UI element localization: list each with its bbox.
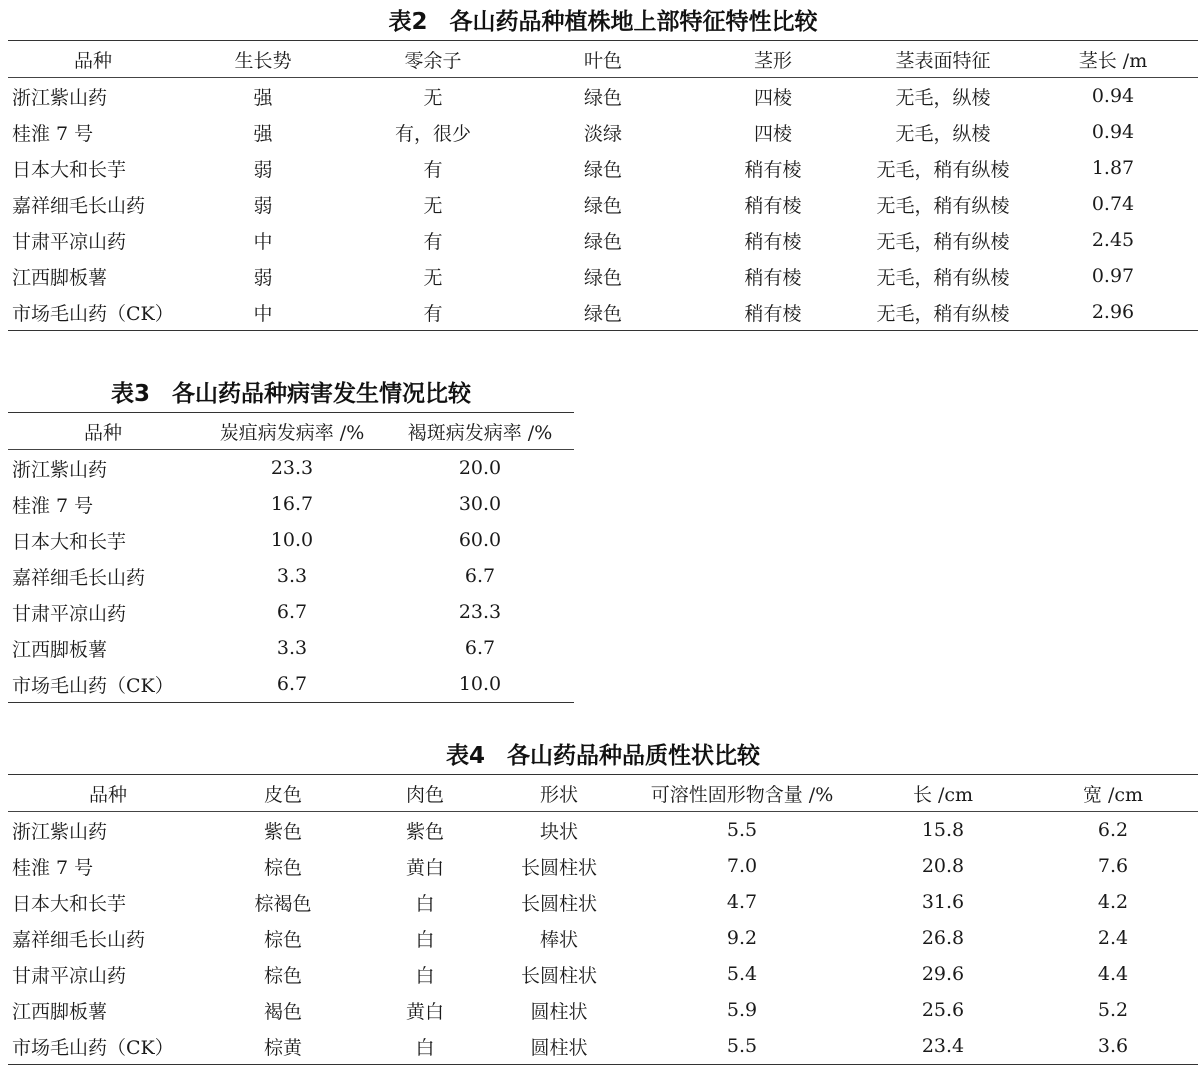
cell-variety: 市场毛山药（CK） [12, 674, 174, 697]
table-3 [8, 412, 574, 703]
cell-variety: 浙江紫山药 [12, 86, 108, 109]
table-4-header-row [8, 775, 1198, 812]
column-header: 茎形 [753, 49, 792, 72]
cell: 7.6 [1097, 855, 1129, 877]
cell-variety: 市场毛山药（CK） [12, 302, 174, 325]
table-2-title: 各山药品种植株地上部特征特性比较 [449, 9, 818, 35]
cell: 弱 [253, 158, 273, 181]
cell: 褐色 [263, 1000, 302, 1023]
cell: 有 [423, 230, 443, 253]
cell: 25.6 [921, 999, 965, 1021]
table-row [8, 884, 1198, 920]
table-3-title: 各山药品种病害发生情况比较 [172, 381, 471, 407]
cell-variety: 甘肃平凉山药 [12, 602, 127, 625]
column-header: 长 /cm [912, 783, 974, 806]
table-row [8, 186, 1198, 222]
cell: 5.5 [726, 1035, 758, 1057]
column-header: 宽 /cm [1082, 783, 1144, 806]
cell: 绿色 [583, 230, 622, 253]
cell-variety: 日本大和长芋 [12, 892, 127, 915]
cell: 棕色 [263, 928, 302, 951]
cell: 0.74 [1091, 193, 1135, 215]
table-row [8, 594, 574, 630]
cell: 强 [253, 86, 273, 109]
table-row [8, 114, 1198, 150]
cell: 6.2 [1097, 819, 1129, 841]
cell: 紫色 [405, 820, 444, 843]
cell: 23.3 [458, 601, 502, 623]
cell: 强 [253, 122, 273, 145]
column-header: 茎长 /m [1078, 49, 1148, 72]
cell: 6.7 [276, 601, 308, 623]
cell: 长圆柱状 [520, 964, 597, 987]
table-2 [8, 40, 1198, 331]
cell: 无毛，稍有纵棱 [876, 266, 1010, 289]
table-row [8, 222, 1198, 258]
cell: 23.4 [921, 1035, 965, 1057]
cell: 6.7 [464, 637, 496, 659]
cell: 5.5 [726, 819, 758, 841]
table-4-title: 各山药品种品质性状比较 [507, 743, 760, 769]
column-header: 叶色 [583, 49, 622, 72]
cell: 3.3 [276, 565, 308, 587]
table-row [8, 522, 574, 558]
table-row [8, 812, 1198, 849]
cell-variety: 浙江紫山药 [12, 458, 108, 481]
column-header: 品种 [88, 783, 127, 806]
cell: 淡绿 [583, 122, 622, 145]
cell-variety: 桂淮 7 号 [12, 494, 94, 517]
cell-variety: 江西脚板薯 [12, 1000, 108, 1023]
cell: 无毛，纵棱 [895, 122, 991, 145]
cell: 5.9 [726, 999, 758, 1021]
cell-variety: 甘肃平凉山药 [12, 230, 127, 253]
cell: 无 [423, 266, 443, 289]
cell: 绿色 [583, 86, 622, 109]
cell: 弱 [253, 194, 273, 217]
cell: 白 [415, 892, 435, 915]
cell: 无毛，纵棱 [895, 86, 991, 109]
cell: 长圆柱状 [520, 892, 597, 915]
cell: 绿色 [583, 266, 622, 289]
cell: 无 [423, 194, 443, 217]
cell: 稍有棱 [744, 302, 802, 325]
cell: 2.4 [1097, 927, 1129, 949]
cell: 无毛，稍有纵棱 [876, 158, 1010, 181]
cell: 2.96 [1091, 301, 1135, 323]
cell: 绿色 [583, 194, 622, 217]
cell: 29.6 [921, 963, 965, 985]
cell: 60.0 [458, 529, 502, 551]
cell: 白 [415, 928, 435, 951]
cell: 23.3 [270, 457, 314, 479]
column-header: 生长势 [234, 49, 292, 72]
table-4-number: 表4 [445, 743, 485, 769]
table-2-block [8, 6, 1198, 331]
cell: 中 [253, 230, 273, 253]
column-header: 零余子 [404, 49, 462, 72]
table-row [8, 450, 574, 487]
cell: 4.7 [726, 891, 758, 913]
cell: 15.8 [921, 819, 965, 841]
column-header: 皮色 [263, 783, 302, 806]
cell: 3.6 [1097, 1035, 1129, 1057]
table-row [8, 294, 1198, 331]
cell: 白 [415, 1036, 435, 1059]
cell: 棕黄 [263, 1036, 302, 1059]
cell-variety: 日本大和长芋 [12, 530, 127, 553]
cell: 紫色 [263, 820, 302, 843]
cell-variety: 甘肃平凉山药 [12, 964, 127, 987]
table-4 [8, 774, 1198, 1065]
column-header: 品种 [73, 49, 112, 72]
cell: 9.2 [726, 927, 758, 949]
column-header: 茎表面特征 [895, 49, 991, 72]
cell: 6.7 [464, 565, 496, 587]
cell: 棕褐色 [254, 892, 312, 915]
table-row [8, 78, 1198, 115]
cell: 圆柱状 [530, 1000, 588, 1023]
cell-variety: 嘉祥细毛长山药 [12, 566, 146, 589]
cell: 4.2 [1097, 891, 1129, 913]
column-header: 肉色 [405, 783, 444, 806]
cell-variety: 江西脚板薯 [12, 266, 108, 289]
cell: 四棱 [753, 122, 792, 145]
cell: 无毛，稍有纵棱 [876, 194, 1010, 217]
cell: 绿色 [583, 158, 622, 181]
cell-variety: 嘉祥细毛长山药 [12, 194, 146, 217]
cell: 稍有棱 [744, 230, 802, 253]
cell: 无毛，稍有纵棱 [876, 230, 1010, 253]
cell: 5.2 [1097, 999, 1129, 1021]
table-row [8, 956, 1198, 992]
table-row [8, 848, 1198, 884]
cell: 0.97 [1091, 265, 1135, 287]
table-row [8, 920, 1198, 956]
cell: 31.6 [921, 891, 965, 913]
cell: 有，很少 [394, 122, 471, 145]
cell: 稍有棱 [744, 158, 802, 181]
cell: 4.4 [1097, 963, 1129, 985]
cell: 黄白 [405, 1000, 444, 1023]
cell: 中 [253, 302, 273, 325]
table-row [8, 150, 1198, 186]
cell-variety: 桂淮 7 号 [12, 856, 94, 879]
cell: 30.0 [458, 493, 502, 515]
cell: 黄白 [405, 856, 444, 879]
table-4-caption [8, 740, 1198, 774]
column-header: 可溶性固形物含量 /% [650, 783, 834, 806]
table-row [8, 666, 574, 703]
column-header: 褐斑病发病率 /% [407, 421, 553, 444]
cell: 棕色 [263, 964, 302, 987]
cell: 20.0 [458, 457, 502, 479]
table-2-number: 表2 [388, 9, 428, 35]
cell: 稍有棱 [744, 266, 802, 289]
cell-variety: 江西脚板薯 [12, 638, 108, 661]
cell-variety: 日本大和长芋 [12, 158, 127, 181]
column-header: 形状 [539, 783, 578, 806]
table-row [8, 258, 1198, 294]
table-row [8, 558, 574, 594]
cell-variety: 嘉祥细毛长山药 [12, 928, 146, 951]
cell: 26.8 [921, 927, 965, 949]
table-4-block [8, 740, 1198, 1065]
cell: 6.7 [276, 673, 308, 695]
column-header: 品种 [83, 421, 122, 444]
table-2-caption [8, 6, 1198, 40]
table-row [8, 630, 574, 666]
cell-variety: 桂淮 7 号 [12, 122, 94, 145]
cell: 0.94 [1091, 85, 1135, 107]
cell: 棕色 [263, 856, 302, 879]
cell: 绿色 [583, 302, 622, 325]
cell: 7.0 [726, 855, 758, 877]
cell: 棒状 [539, 928, 578, 951]
cell: 无 [423, 86, 443, 109]
table-row [8, 1028, 1198, 1065]
table-row [8, 992, 1198, 1028]
cell: 1.87 [1091, 157, 1135, 179]
cell-variety: 浙江紫山药 [12, 820, 108, 843]
column-header: 炭疽病发病率 /% [219, 421, 365, 444]
cell: 圆柱状 [530, 1036, 588, 1059]
cell: 有 [423, 158, 443, 181]
cell: 5.4 [726, 963, 758, 985]
table-3-header-row [8, 413, 574, 450]
cell: 16.7 [270, 493, 314, 515]
cell: 弱 [253, 266, 273, 289]
cell: 稍有棱 [744, 194, 802, 217]
cell: 块状 [539, 820, 578, 843]
cell: 无毛，稍有纵棱 [876, 302, 1010, 325]
cell: 0.94 [1091, 121, 1135, 143]
cell: 四棱 [753, 86, 792, 109]
cell: 白 [415, 964, 435, 987]
cell: 3.3 [276, 637, 308, 659]
cell: 2.45 [1091, 229, 1135, 251]
cell: 10.0 [270, 529, 314, 551]
cell: 10.0 [458, 673, 502, 695]
cell-variety: 市场毛山药（CK） [12, 1036, 174, 1059]
table-row [8, 486, 574, 522]
table-3-number: 表3 [110, 381, 150, 407]
cell: 有 [423, 302, 443, 325]
cell: 20.8 [921, 855, 965, 877]
cell: 长圆柱状 [520, 856, 597, 879]
table-3-block [8, 378, 574, 703]
table-2-header-row [8, 41, 1198, 78]
table-3-caption [8, 378, 574, 412]
